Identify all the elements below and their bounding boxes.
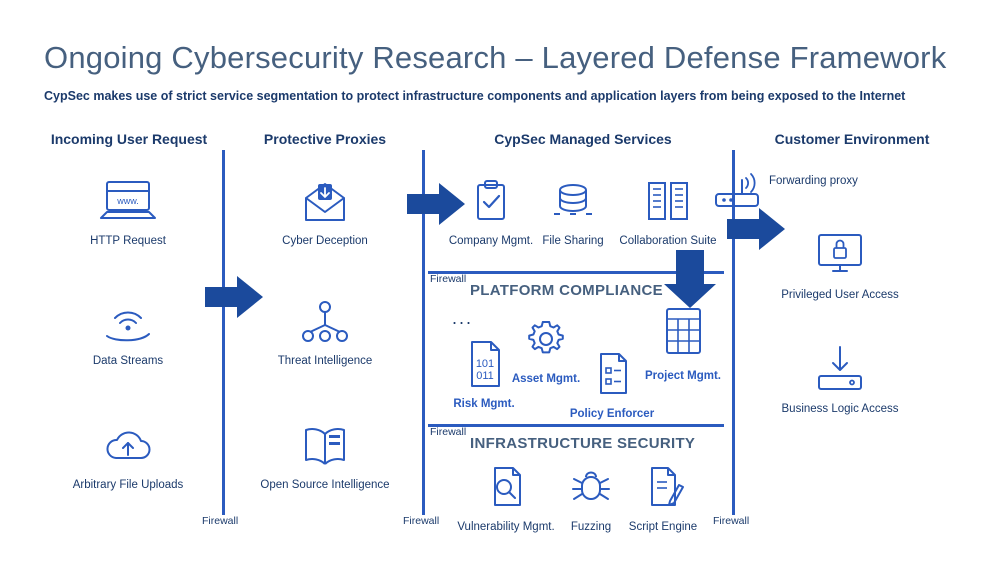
flow-arrow-down bbox=[660, 248, 720, 310]
cloud-upload-icon bbox=[63, 416, 193, 474]
node-label: Collaboration Suite bbox=[619, 235, 717, 247]
svg-text:101: 101 bbox=[475, 358, 495, 370]
firewall-divider-1 bbox=[222, 150, 225, 515]
node-label: Arbitrary File Uploads bbox=[72, 479, 184, 491]
column-heading-incoming: Incoming User Request bbox=[50, 131, 208, 147]
node-label: Vulnerability Mgmt. bbox=[457, 521, 555, 533]
node-label: Risk Mgmt. bbox=[453, 398, 515, 410]
wifi-hand-icon bbox=[63, 292, 193, 350]
band-title-platform: PLATFORM COMPLIANCE bbox=[470, 282, 663, 299]
node-label: Cyber Deception bbox=[282, 235, 368, 247]
column-heading-customer: Customer Environment bbox=[774, 131, 930, 147]
node-threat-intelligence[interactable] bbox=[260, 292, 390, 368]
node-label: Company Mgmt. bbox=[448, 235, 534, 247]
page-title: Ongoing Cybersecurity Research – Layered Defense Framework bbox=[44, 40, 947, 75]
router-icon bbox=[706, 160, 768, 218]
node-label: Project Mgmt. bbox=[644, 370, 722, 382]
node-label: Business Logic Access bbox=[781, 403, 899, 415]
firewall-label-4: Firewall bbox=[430, 273, 467, 285]
monitor-lock-icon bbox=[775, 226, 905, 284]
browser-window-icon bbox=[63, 172, 193, 230]
node-label: Fuzzing bbox=[570, 521, 612, 533]
node-label-forwarding-proxy: Forwarding proxy bbox=[769, 175, 858, 187]
node-label: File Sharing bbox=[542, 235, 604, 247]
node-label: Asset Mgmt. bbox=[511, 373, 581, 385]
node-open-source-intelligence[interactable] bbox=[245, 416, 405, 492]
node-label: Threat Intelligence bbox=[277, 355, 373, 367]
node-http-request[interactable] bbox=[63, 172, 193, 248]
network-nodes-icon bbox=[260, 292, 390, 350]
svg-text:www.: www. bbox=[117, 196, 139, 206]
node-label: Data Streams bbox=[92, 355, 164, 367]
node-cyber-deception[interactable] bbox=[260, 172, 390, 248]
node-router[interactable] bbox=[706, 160, 768, 218]
firewall-label-5: Firewall bbox=[430, 426, 467, 438]
flow-arrow-1 bbox=[203, 273, 265, 321]
column-heading-managed: CypSec Managed Services bbox=[494, 131, 672, 147]
page-subtitle: CypSec makes use of strict service segmentation to protect infrastructure components and application layers from being exposed to the Internet bbox=[44, 89, 906, 103]
band-line-infrastructure bbox=[428, 424, 724, 427]
node-label: Privileged User Access bbox=[781, 289, 899, 301]
document-pen-icon bbox=[615, 458, 711, 516]
arrow-down-server-icon bbox=[775, 340, 905, 398]
node-business-logic-access[interactable] bbox=[775, 340, 905, 416]
grid-table-icon bbox=[635, 303, 731, 365]
ellipsis-indicator: ... bbox=[452, 308, 474, 328]
node-script-engine[interactable] bbox=[615, 458, 711, 534]
node-privileged-user-access[interactable] bbox=[775, 226, 905, 302]
node-label: Open Source Intelligence bbox=[260, 479, 390, 491]
firewall-label-2: Firewall bbox=[403, 515, 440, 527]
envelope-download-icon bbox=[260, 172, 390, 230]
node-arbitrary-file-uploads[interactable] bbox=[63, 416, 193, 492]
firewall-label-1: Firewall bbox=[202, 515, 239, 527]
band-title-infrastructure: INFRASTRUCTURE SECURITY bbox=[470, 435, 696, 452]
open-book-icon bbox=[245, 416, 405, 474]
column-heading-proxies: Protective Proxies bbox=[263, 131, 387, 147]
node-project-mgmt[interactable] bbox=[635, 303, 731, 383]
node-data-streams[interactable] bbox=[63, 292, 193, 368]
firewall-label-3: Firewall bbox=[713, 515, 750, 527]
node-label: HTTP Request bbox=[90, 235, 166, 247]
node-label: Script Engine bbox=[628, 521, 698, 533]
svg-text:011: 011 bbox=[476, 370, 494, 382]
node-label: Policy Enforcer bbox=[569, 408, 655, 420]
